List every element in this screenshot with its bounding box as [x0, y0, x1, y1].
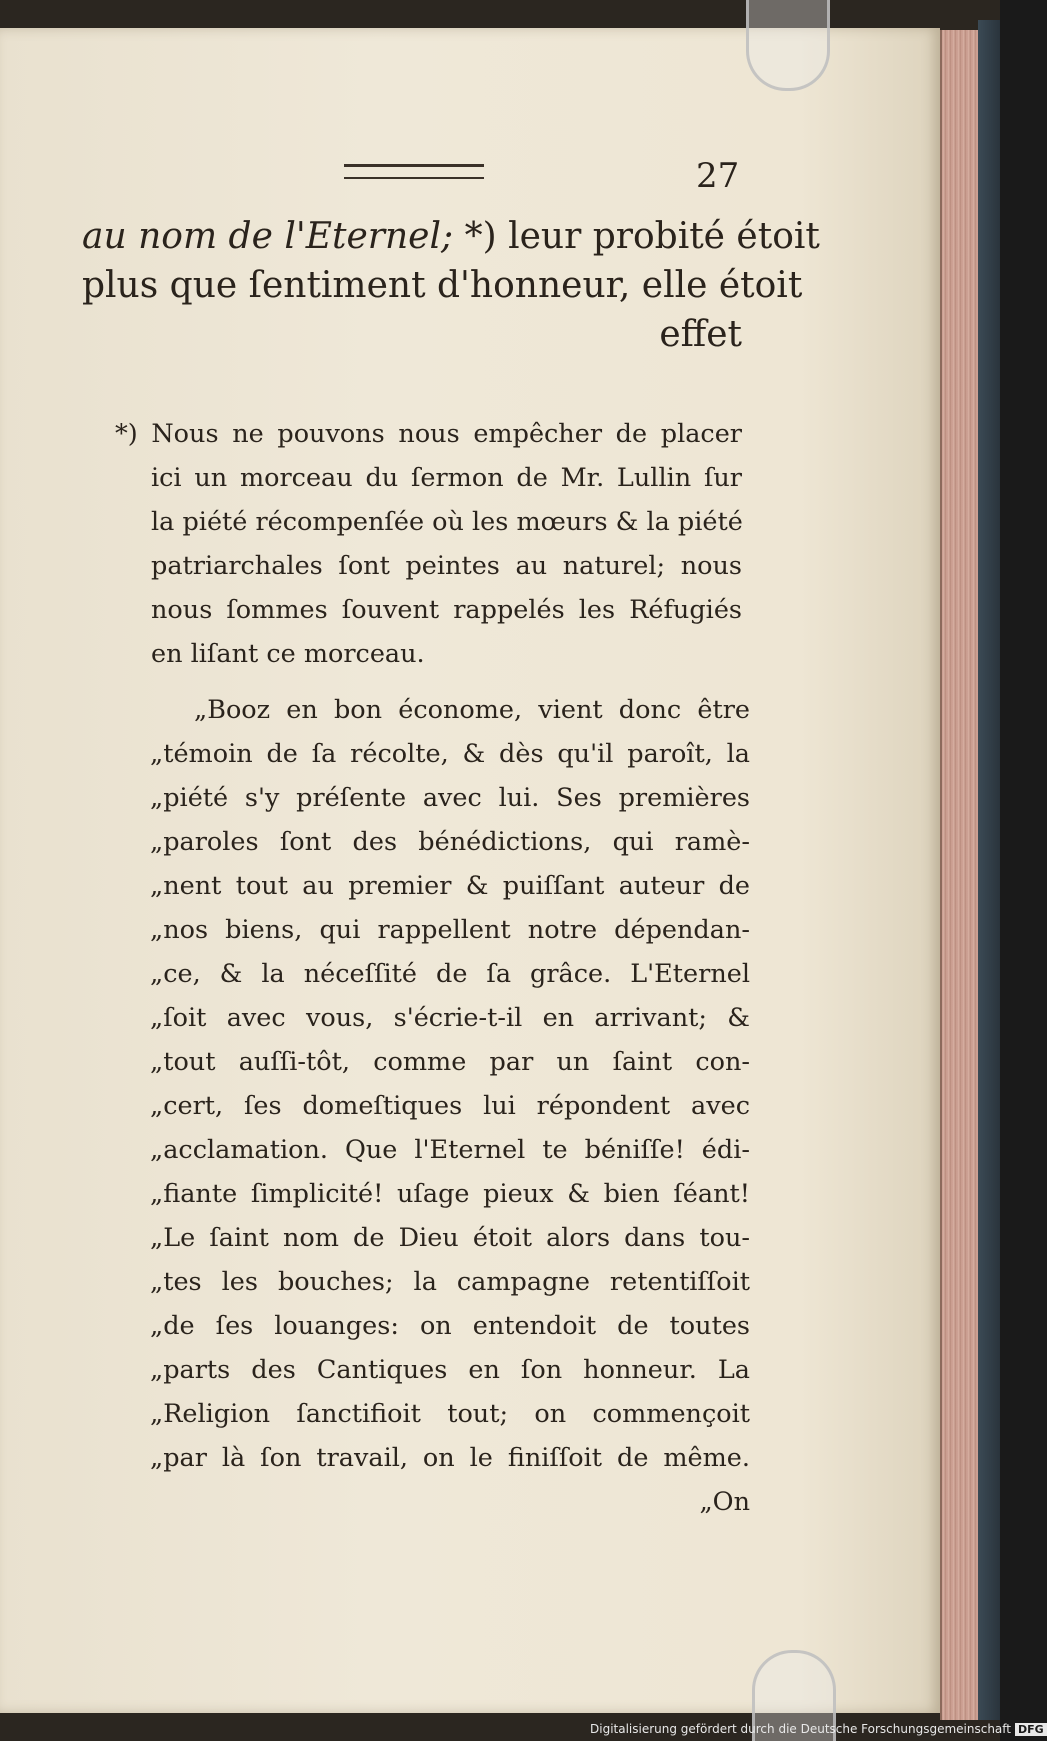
- page-clip-top: [746, 0, 830, 91]
- quote-line: „cert, ſes domeſtiques lui répondent avec: [150, 1091, 750, 1121]
- quote-line: „Le ſaint nom de Dieu étoit alors dans tou-: [150, 1223, 750, 1253]
- footnote-line: ici un morceau du ſermon de Mr. Lullin ſur: [151, 463, 742, 493]
- main-line: [82, 212, 820, 261]
- quote-line: „ce, & la néceſſité de ſa grâce. L'Eternel: [150, 959, 750, 989]
- catchword: „On: [699, 1487, 750, 1517]
- main-line-italic: au nom de l'Eternel;: [82, 216, 454, 257]
- quote-line: „témoin de ſa récolte, & dès qu'il paroît, la: [150, 739, 750, 769]
- main-line-normal: *) leur probité étoit: [453, 216, 820, 257]
- footnote: [115, 412, 742, 676]
- page-number: 27: [696, 156, 740, 196]
- main-line: [82, 261, 803, 310]
- quote-line: „Religion ſanctifioit tout; on commençoit: [150, 1399, 750, 1429]
- sermon-quote: [150, 688, 750, 1524]
- quote-line: „nos biens, qui rappellent notre dépendan-: [150, 915, 750, 945]
- quote-line: „tout auſſi-tôt, comme par un ſaint con-: [150, 1047, 750, 1077]
- book-cover: [978, 20, 1000, 1720]
- quote-line: „de ſes louanges: on entendoit de toutes: [150, 1311, 750, 1341]
- quote-line: „parts des Cantiques en ſon honneur. La: [150, 1355, 750, 1385]
- dfg-logo: DFG: [1015, 1723, 1047, 1736]
- main-text: [82, 212, 820, 359]
- quote-line: „acclamation. Que l'Eternel te béniſſe! édi-: [150, 1135, 750, 1165]
- quote-line: „ſoit avec vous, s'écrie-t-il en arrivant; &: [150, 1003, 750, 1033]
- quote-line: „par là ſon travail, on le finiſſoit de même.: [150, 1443, 750, 1473]
- quote-line: „fiante ſimplicité! uſage pieux & bien ſéant!: [150, 1179, 750, 1209]
- footnote-line: la piété récompenſée où les mœurs & la piété: [151, 507, 743, 537]
- footnote-line: patriarchales ſont peintes au naturel; nous: [151, 551, 742, 581]
- digitization-credit: [590, 1722, 1047, 1736]
- main-line-normal: plus que ſentiment d'honneur, elle étoit: [82, 265, 803, 306]
- header-rule: [344, 164, 484, 179]
- credit-text: Digitalisierung gefördert durch die Deutsche Forschungsgemeinschaft: [590, 1722, 1012, 1736]
- quote-line: „nent tout au premier & puiſſant auteur de: [150, 871, 750, 901]
- footnote-line: en liſant ce morceau.: [151, 639, 425, 669]
- quote-line: „paroles ſont des bénédictions, qui ramè-: [150, 827, 750, 857]
- footnote-line: nous ſommes ſouvent rappelés les Réfugiés: [151, 595, 742, 625]
- footnote-body: [115, 456, 742, 676]
- quote-line: „Booz en bon économe, vient donc être: [194, 695, 750, 725]
- catchword: [82, 310, 742, 359]
- footnote-line: *) Nous ne pouvons nous empêcher de placer: [115, 419, 742, 449]
- page-edges: [940, 30, 980, 1720]
- quote-line: „piété s'y préſente avec lui. Ses premières: [150, 783, 750, 813]
- catchword-text: effet: [659, 314, 742, 355]
- quote-line: „tes les bouches; la campagne retentiſſoit: [150, 1267, 750, 1297]
